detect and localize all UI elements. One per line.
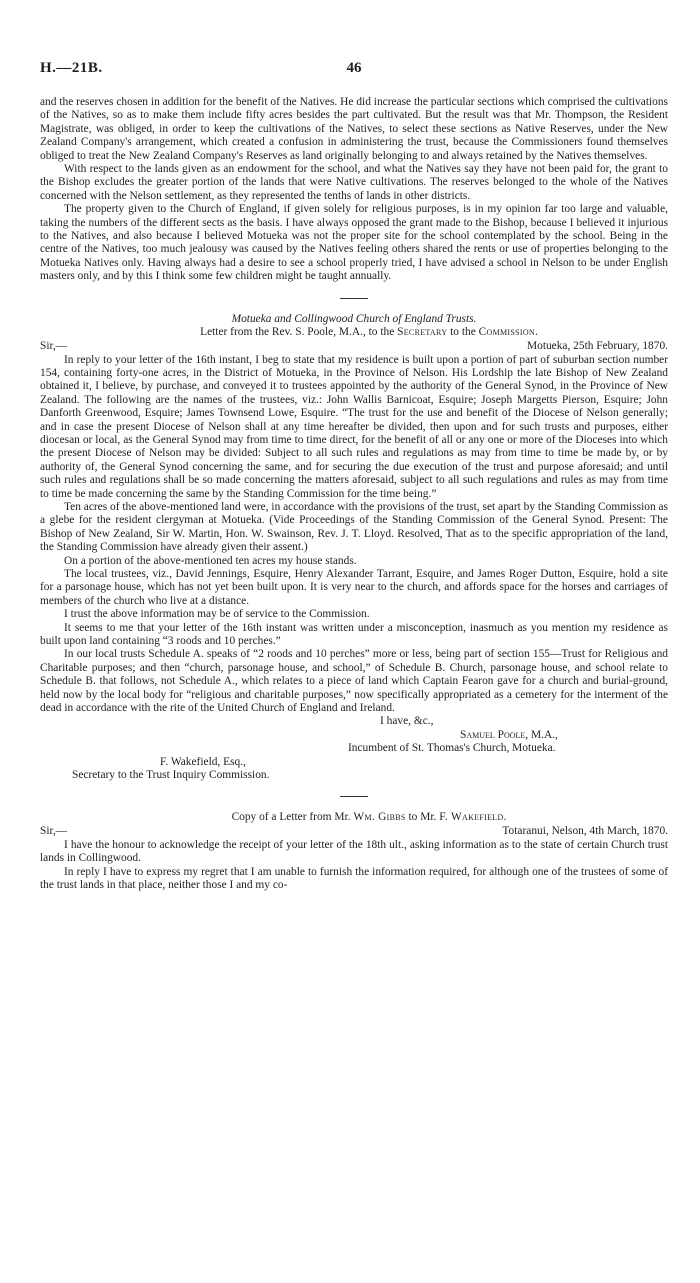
paragraph: and the reserves chosen in addition for the benefit of the Natives. He did increase the particular sections which comprised the cultivations of the Natives, so as to make them include fifty acres besides the part cultivated. But the result was that Mr. Thompson, the Resident Magistrate, was obliged, in order to keep the cultivations of the Natives, to select these sections as Native Reserves, under the New Zealand Company's arrangement, which created a confusion in administering the trust, because the Commissioners found themselves obliged to treat the New Zealand Company's Reserves as land originally belonging to and always retained by the Natives themselves. bbox=[40, 96, 668, 162]
page-reference: H.—21B. bbox=[40, 60, 103, 76]
heading-text: Wm. Gibbs bbox=[353, 811, 406, 824]
paragraph: In reply to your letter of the 16th instant, I beg to state that my residence is built upon a portion of part of suburban section number 154, containing forty-one acres, in the District of Motueka, in the Province of Nelson. His Lordship the late Bishop of New Zealand obtained it, I believe, by purchase, and conveyed it to trustees appointed by the authority of the General Synod, in the Province of New Zealand. The following are the names of the trustees, viz.: John Wallis Barnicoat, Esquire; Joseph Margetts Pierson, Esquire; John Danforth Greenwood, Esquire; James Townsend Lowe, Esquire. “The trust for the use and benefit of the Diocese of Nelson generally; and in case the present Diocese of Nelson shall at any time hereafter be divided, then upon and for such trusts and purposes, either diocesan or local, as the General Synod may from time to time direct, for the benefit of all or any one or more of the Dioceses into which the present Diocese of Nelson may be divided: Subject to all such rules and regulations as may from time to time be made by, or by authority of, the General Synod concerning the same, and for securing the due execution of the trust and purpose aforesaid; and until such rules and regulations shall be so made concerning the matters aforesaid, subject to all such regulations and rules as may from time to time be made concerning the same by the Standing Commission for the time being.” bbox=[40, 353, 668, 500]
paragraph: The property given to the Church of England, if given solely for religious purposes, is in my opinion far too large and valuable, taking the numbers of the different sects as the basis. I have always opposed the grant made to the Bishop, because I believed it injurious to the Natives, and also because I believed Motueka was not the proper site for the school contemplated by the school. Being in the centre of the Natives, too much jealousy was caused by the Natives feeling others shared the rents or use of properties belonging to the Motueka Natives only. Having always had a desire to see a school properly tried, I have advised a school in Nelson to be under English masters only, and by this I think some few children might be taught annually. bbox=[40, 203, 668, 283]
closing-row bbox=[40, 715, 668, 728]
heading-text: Letter from the Rev. S. Poole, M.A., to the bbox=[200, 326, 398, 339]
heading-text: . bbox=[503, 811, 507, 824]
paragraph: Ten acres of the above-mentioned land were, in accordance with the provisions of the trust, set apart by the Standing Commission as a glebe for the resident clergyman at Motueka. (Vide Proceedings of the Standing Commission of the General Synod. Present: The Bishop of New Zealand, Sir W. Martin, Hon. W. Swainson, Rev. J. T. Lloyd. Resolved, That as to the specific appropriation of the land, the Standing Commission have already given their assent.) bbox=[40, 500, 668, 554]
paragraph: In reply I have to express my regret that I am unable to furnish the information required, for although one of the trustees of some of the trust lands in that place, neither those I and my co- bbox=[40, 865, 668, 892]
paragraph: It seems to me that your letter of the 16th instant was written under a misconception, inasmuch as you mention my residence as built upon land containing “3 roods and 10 perches.” bbox=[40, 621, 668, 648]
closing: I have, &c., bbox=[380, 715, 434, 728]
heading-text: F. Wakefield bbox=[439, 811, 504, 824]
salutation-row bbox=[40, 825, 668, 839]
heading-text: Secretary bbox=[397, 326, 448, 339]
section-divider bbox=[340, 796, 368, 797]
heading-text: Copy of a Letter from Mr. bbox=[231, 811, 354, 824]
signer-name: Samuel Poole, M.A., bbox=[460, 728, 558, 741]
heading-text: to the bbox=[447, 326, 479, 339]
signer-title: Incumbent of St. Thomas's Church, Motueka. bbox=[348, 742, 556, 755]
addressee-name: F. Wakefield, Esq., bbox=[160, 755, 246, 768]
letter-heading bbox=[70, 811, 668, 824]
place-date: Totaranui, Nelson, 4th March, 1870. bbox=[502, 824, 668, 837]
salutation: Sir,— bbox=[40, 339, 68, 352]
heading-text: . bbox=[535, 326, 538, 339]
heading-text: to Mr. bbox=[405, 811, 440, 824]
paragraph: The local trustees, viz., David Jennings, Esquire, Henry Alexander Tarrant, Esquire, and James Roger Dutton, Esquire, hold a site for a parsonage house, which has not yet been built upon. It is very near to the church, and affords space for the horses and carriages of members of the church who live at a distance. bbox=[40, 568, 668, 607]
paragraph: I trust the above information may be of service to the Commission. bbox=[64, 608, 370, 621]
paragraph: With respect to the lands given as an endowment for the school, and what the Natives say they have not been paid for, the grant to the Bishop excludes the greater portion of the lands that were Native cultivations. The reserves belonged to the whole of the Natives concerned with the Nelson settlement, as they represented the tenths of lands in other districts. bbox=[40, 163, 668, 202]
page-number: 46 bbox=[346, 60, 362, 76]
place-date: Motueka, 25th February, 1870. bbox=[527, 339, 668, 352]
section-divider bbox=[340, 298, 368, 299]
salutation-row bbox=[40, 340, 668, 354]
signer-row bbox=[40, 729, 668, 742]
paragraph: On a portion of the above-mentioned ten acres my house stands. bbox=[64, 554, 357, 567]
salutation: Sir,— bbox=[40, 824, 68, 837]
page-body bbox=[40, 96, 668, 892]
letter-heading bbox=[70, 326, 668, 339]
signer-title-row bbox=[40, 742, 668, 755]
section-title: Motueka and Collingwood Church of England Trusts. bbox=[231, 312, 477, 325]
page-header bbox=[40, 62, 668, 80]
addressee-title: Secretary to the Trust Inquiry Commission. bbox=[72, 769, 270, 782]
paragraph: In our local trusts Schedule A. speaks of “2 roods and 10 perches” more or less, being part of section 155—Trust for Religious and Charitable purposes; and then “church, parsonage house, and school,” of Schedule B. Church, parsonage house, and school relate to Schedule B. that follows, not Schedule A., which relates to a piece of land which Captain Fearon gave for a church and burial-ground, held now by the local body for “religious and charitable purposes,” now specifically appropriated as a cemetery for the interment of the dead in accordance with the rite of the United Church of England and Ireland. bbox=[40, 648, 668, 715]
heading-text: Commission bbox=[478, 326, 536, 339]
paragraph: I have the honour to acknowledge the receipt of your letter of the 18th ult., asking information as to the state of certain Church trust lands in Collingwood. bbox=[40, 838, 668, 865]
